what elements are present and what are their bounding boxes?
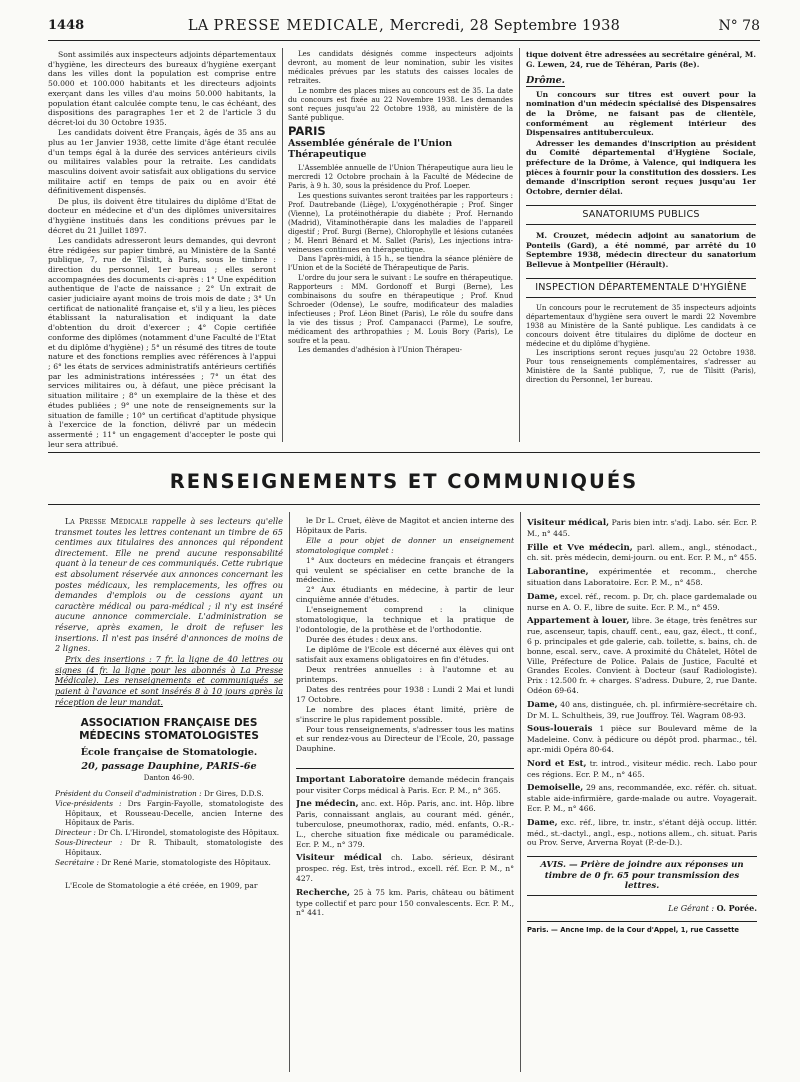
- notice-paragraph: [55, 516, 283, 654]
- paragraph: Les questions suivantes seront traitées par les rapporteurs : Prof. Dautrebande (Liège), L'oxygénothérapie ; Prof. Singer (Vienne), La protéinothérapie du diabète ; Prof. Hernando (Madrid), Vitaminothérapie dans les maladies de l'appareil digestif ; Prof. Burgi (Berne), Chlorophylle et lésions cutanées ; M. Henri Bénard et M. Sallet (Paris), Les injections intra-veineuses continues en thérapeutique.: [288, 191, 513, 254]
- section-rule: [48, 452, 760, 453]
- top-column-2: [288, 50, 513, 450]
- paragraph: Un concours pour le recrutement de 35 inspecteurs adjoints départementaux d'hygiène sera ouvert le mardi 22 Novembre 1938 au Ministère de la Santé publique. Les candidats à ce concours doivent être titulaires du diplôme de docteur en médecine et du diplôme d'hygiène.: [526, 303, 756, 348]
- issue-date: Mercredi, 28 Septembre 1938: [389, 18, 621, 34]
- column-rule: [520, 512, 521, 1072]
- section-title-paris: PARIS: [288, 123, 326, 138]
- paragraph: Dates des rentrées pour 1938 : Lundi 2 Mai et lundi 17 Octobre.: [296, 684, 514, 704]
- paragraph: Les candidats doivent être Français, âgés de 35 ans au plus au 1er Janvier 1938, cette limite d'âge étant reculée d'un temps égal à la durée des services antérieurs civils ou militaires valables pour la retraite. Les candidats masculins doivent avoir satisfait aux obligations du service militaire actif en temps de paix ou en avoir été définitivement dispensés.: [48, 128, 276, 196]
- top-column-1: [48, 50, 276, 450]
- paragraph: L'enseignement comprend : la clinique stomatologique, la technique et la pratique de l'odontologie, de la prothèse et de l'orthodontie.: [296, 605, 514, 634]
- section-title-drome: Drôme.: [526, 74, 565, 86]
- issue-number: N° 78: [718, 18, 760, 34]
- officer-entry: Directeur : Dr Ch. L'Hirondel, stomatologiste des Hôpitaux.: [55, 828, 280, 838]
- notice-text: rappelle à ses lecteurs qu'elle transmet toutes les lettres contenant un timbre de 65 centimes aux titulaires des annonces qui répondent directement. Elle ne prend aucune responsabilité quant à la teneur de ces communiqués. Cette rubrique est absolument réservée aux annonces concernant les postes médicaux, les remplacements, les offres ou demandes d'emplois ou de cessions ayant un caractère médical ou para-médical ; il n'y est inséré aucune annonce commerciale. L'administration se réserve, après examen, le droit de refuser les insertions. Il n'est pas inséré d'annonces de moins de 2 lignes.: [55, 516, 283, 654]
- classified-ad: Recherche, 25 à 75 km. Paris, château ou bâtiment type collectif et parc pour 150 convalescents. Ecr. P. M., n° 441.: [296, 887, 514, 918]
- classified-ad: Demoiselle, 29 ans, recommandée, exc. référ. ch. situat. stable aide-infirmière, garde-malade ou autre. Voyagerait. Ecr. P. M., n° 466.: [527, 783, 757, 813]
- bottom-column-3: [527, 514, 757, 1078]
- school-address: 20, passage Dauphine, PARIS-6e: [81, 760, 257, 772]
- section-subtitle-union: Assemblée générale de l'Union Thérapeutique: [288, 138, 453, 161]
- paragraph: Pour tous renseignements, s'adresser tous les matins et sur rendez-vous au Directeur de l'Ecole, 20, passage Dauphine.: [296, 724, 514, 754]
- bottom-column-1: [55, 516, 283, 1076]
- journal-title: [48, 18, 760, 34]
- classified-ad: Visiteur médical, Paris bien intr. s'adj. Labo. sér. Ecr. P. M., n° 445.: [527, 518, 757, 538]
- school-name: École française de Stomatologie.: [80, 747, 258, 759]
- paragraph: Dans l'après-midi, à 15 h., se tiendra la séance plénière de l'Union et de la Société de Thérapeutique de Paris.: [288, 255, 513, 273]
- classified-ad: Appartement à louer, libre. 3e étage, très fenêtres sur rue, ascenseur, tapis, chauff. cent., eau, gaz, élect., tt conf., 6 p. principales et gde galerie, cab. toilette, s. bains, ch. de bonne, escal. serv., cave. A proximité du Châtelet, Hôtel de Ville, Préfecture de Police. Palais de Justice, Faculté et Grandes Ecoles. Convient à Docteur (sauf Radiologiste). Prix : 12.500 fr. + charges. S'adress. Dubure, 2, rue Dante. Odéon 69-64.: [527, 616, 757, 695]
- journal-title-a: LA: [187, 18, 209, 34]
- page-number: 1448: [48, 18, 85, 33]
- classified-ad: Sous-louerais 1 pièce sur Boulevard même de la Madeleine. Conv. à pédicure ou dépôt prod. pharmac., tél. apr.-midi Opéra 80-64.: [527, 724, 757, 754]
- classified-ad: Dame, exc. réf., libre, tr. instr., s'étant déjà occup. littér. méd., st.-dactyl., angl., esp., notions allem., ch. situat. Paris ou Prov. Serve, Arverna Royat (P.-de-D.).: [527, 817, 757, 848]
- avis-notice: AVIS. — Prière de joindre aux réponses un timbre de 0 fr. 65 pour transmission des lettres.: [527, 856, 757, 896]
- paragraph: De plus, ils doivent être titulaires du diplôme d'Etat de docteur en médecine et d'un des diplômes universitaires d'hygiène institués dans les conditions prévues par le décret du 21 Juillet 1897.: [48, 196, 276, 235]
- paragraph: Le diplôme de l'Ecole est décerné aux élèves qui ont satisfait aux examens obligatoires en fin d'études.: [296, 645, 514, 664]
- paragraph: Les inscriptions seront reçues jusqu'au 22 Octobre 1938. Pour tous renseignements complémentaires, s'adresser au Ministère de la Santé publique, 7, rue de Tilsitt (Paris), direction du Personnel, 1er bureau.: [526, 349, 756, 385]
- officer-entry: Président du Conseil d'administration : Dr Gires, D.D.S.: [55, 789, 264, 799]
- paragraph: L'Ecole de Stomatologie a été créée, en 1909, par: [65, 881, 258, 891]
- paragraph: Elle a pour objet de donner un enseignement stomatologique complet :: [296, 535, 514, 555]
- paragraph: Le nombre des places étant limité, prière de s'inscrire le plus rapidement possible.: [296, 704, 514, 724]
- notice-price: Prix des insertions : 7 fr. la ligne de 40 lettres ou signes (4 fr. la ligne pour les abonnés à La Presse Médicale). Les renseignements et communiqués se paient à l'avance et sont insérés 8 à 10 jours après la réception de leur mandat.: [55, 654, 283, 707]
- classified-ad: Nord et Est, tr. introd., visiteur médic. rech. Labo pour ces régions. Ecr. P. M., n° 465.: [527, 758, 757, 779]
- paragraph: Adresser les demandes d'inscription au président du Comité départemental d'Hygiène Sociale, préfecture de la Drôme, à Valence, qui indiquera les pièces à fournir pour la constitution des dossiers. Les demande d'inscription seront reçues jusqu'au 1er Octobre, dernier délai.: [526, 138, 756, 197]
- header-rule: [48, 40, 760, 41]
- paragraph: Les candidats adresseront leurs demandes, qui devront être rédigées sur papier timbré, au Ministère de la Santé publique, 7, rue de Tilsitt, à Paris, sous le timbre : direction du personnel, 1er bureau ; elles seront accompagnées des documents ci-après : 1° Une expédition authentique de l'acte de naissance ; 2° Un extrait de casier judiciaire ayant moins de trois mois de date ; 3° Un certificat de nationalité française et, s'il y a lieu, les pièces établissant la naturalisation et indiquant la date d'obtention du droit d'exercer ; 4° Copie certifiée conforme des diplômes (notamment d'une Faculté de l'Etat et du diplôme d'hygiène) ; 5° un résumé des titres de toute nature et des fonctions remplies avec références à l'appui ; 6° les états de services administratifs antérieurs certifiés par les administrations intéressées ; 7° un état des services militaires ou, à défaut, une pièce précisant la situation militaire ; 8° un exemplaire de la thèse et des études publiées ; 9° une note de renseignements sur la situation de famille ; 10° un certificat d'aptitude physique à l'exercice de la fonction, délivré par un médecin assermenté ; 11° un engagement d'accepter le poste qui leur sera attribué.: [48, 235, 276, 449]
- paragraph: Sont assimilés aux inspecteurs adjoints départementaux d'hygiène, les directeurs des bureaux d'hygiène exerçant dans les villes dont la population est comprise entre 50.000 et 100.000 habitants et les directeurs adjoints exerçant dans les villes d'au moins 50.000 habitants, la population étant calculée compte tenu, le cas échéant, des dispositions des paragraphes 1er et 2 de l'article 3 du décret-loi du 30 Octobre 1935.: [48, 50, 276, 127]
- paragraph: M. Crouzet, médecin adjoint au sanatorium de Ponteils (Gard), a été nommé, par arrêté du 10 Septembre 1938, médecin directeur du sanatorium Bellevue à Montpellier (Hérault).: [526, 230, 756, 269]
- classified-ad: Laborantine, expérimentée et recomm., cherche situation dans Laboratoire. Ecr. P. M., n° 458.: [527, 567, 757, 587]
- gerant-signature: Le Gérant : O. Porée.: [668, 902, 757, 913]
- column-rule: [282, 48, 283, 442]
- classified-ad: Dame, excel. réf., recom. p. Dr, ch. place gardemalade ou nurse en A. O. F., libre de suite. Ecr. P. M., n° 459.: [527, 591, 757, 612]
- paragraph: Les candidats désignés comme inspecteurs adjoints devront, au moment de leur nomination, subir les visites médicales prévues par les statuts des caisses locales de retraites.: [288, 50, 513, 85]
- bottom-column-2: [296, 516, 514, 1076]
- notice-block: [55, 516, 283, 707]
- school-telephone: Danton 46-90.: [143, 773, 195, 782]
- paragraph: 2° Aux étudiants en médecine, à partir de leur cinquième année d'études.: [296, 585, 514, 605]
- officer-entry: Secrétaire : Dr René Marie, stomatologiste des Hôpitaux.: [55, 857, 271, 867]
- journal-title-b: PRESSE MEDICALE,: [213, 18, 385, 34]
- top-column-3: [526, 50, 756, 450]
- section-rule: [48, 504, 760, 505]
- classified-ad: Fille et Vve médecin, parl. allem., angl., sténodact., ch. sit. près médecin, demi-journ. ou ent. Ecr. P. M., n° 455.: [527, 542, 757, 563]
- paragraph: L'ordre du jour sera le suivant : Le soufre en thérapeutique. Rapporteurs : MM. Gordonoff et Burgi (Berne), Les combinaisons du soufre en thérapeutique ; Prof. Knud Schroeder (Odense), Le soufre, modificateur des maladies infectieuses ; Prof. Léon Binet (Paris), Le rôle du soufre dans la vie des tissus ; Prof. Campanacci (Parme), Le soufre, médicament des arthropathies ; M. Louis Bory (Paris), Le soufre et la peau.: [288, 273, 513, 345]
- classified-ad: Visiteur médical ch. Labo. sérieux, désirant prospec. rég. Est, très introd., excell. réf. Ecr. P. M., n° 427.: [296, 853, 514, 884]
- paragraph: 1° Aux docteurs en médecine français et étrangers qui veulent se spécialiser en cette branche de la médecine.: [296, 555, 514, 585]
- section-title-inspection: INSPECTION DÉPARTEMENTALE D'HYGIÈNE: [526, 278, 756, 298]
- paragraph: tique doivent être adressées au secrétaire général, M. G. Lewen, 24, rue de Téhéran, Paris (8e).: [526, 50, 756, 69]
- classified-ad: Important Laboratoire demande médecin français pour visiter Corps médical à Paris. Ecr. P. M., n° 365.: [296, 774, 514, 795]
- classified-ad: Dame, 40 ans, distinguée, ch. pl. infirmière-secrétaire ch. Dr M. L. Schultheis, 39, rue Jouffroy. Tél. Wagram 08-93.: [527, 699, 757, 720]
- paragraph: L'Assemblée annuelle de l'Union Thérapeutique aura lieu le mercredi 12 Octobre prochain à la Faculté de Médecine de Paris, à 9 h. 30, sous la présidence du Prof. Loeper.: [288, 164, 513, 191]
- officer-entry: Sous-Directeur : Dr R. Thibault, stomatologiste des Hôpitaux.: [55, 838, 283, 857]
- banner-title: RENSEIGNEMENTS ET COMMUNIQUÉS: [169, 470, 639, 493]
- printer-line: Paris. — Ancne Imp. de la Cour d'Appel, 1, rue Cassette: [527, 921, 757, 936]
- ads-rule: [296, 768, 514, 769]
- section-title-sanatoriums: SANATORIUMS PUBLICS: [526, 205, 756, 225]
- paragraph: Deux rentrées annuelles : à l'automne et au printemps.: [296, 665, 514, 684]
- paragraph: Durée des études : deux ans.: [306, 634, 418, 644]
- column-rule: [289, 512, 290, 1072]
- paragraph: Le nombre des places mises au concours est de 35. La date du concours est fixée au 22 Novembre 1938. Les demandes sont reçues jusqu'au 22 Octobre 1938, au ministère de la Santé publique.: [288, 86, 513, 122]
- classified-ad: Jne médecin, anc. ext. Hôp. Paris, anc. int. Hôp. libre Paris, connaissant anglais, au courant méd. génér., tuberculose, pneumothorax, radio, méd. enfants, O.-R.-L., cherche situation fixe médicale ou paramédicale. Ecr. P. M., n° 379.: [296, 799, 514, 849]
- paragraph: Les demandes d'adhésion à l'Union Thérapeu-: [298, 346, 462, 355]
- journal-name: La Presse Médicale: [65, 516, 148, 526]
- association-title: ASSOCIATION FRANÇAISE DES MÉDECINS STOMATOLOGISTES: [79, 717, 259, 743]
- paragraph: Un concours sur titres est ouvert pour la nomination d'un médecin spécialisé des Dispensaires de la Drôme, ne faisant pas de clientèle, conformément au règlement intérieur des Dispensaires antituberculeux.: [526, 89, 756, 138]
- page-header: [48, 18, 760, 40]
- paragraph: le Dr L. Cruet, élève de Magitot et ancien interne des Hôpitaux de Paris.: [296, 516, 514, 535]
- officer-entry: Vice-présidents : Drs Fargin-Fayolle, stomatologiste des Hôpitaux, et Rousseau-Decelle, ancien Interne des Hôpitaux de Paris.: [55, 799, 283, 828]
- column-rule: [519, 48, 520, 442]
